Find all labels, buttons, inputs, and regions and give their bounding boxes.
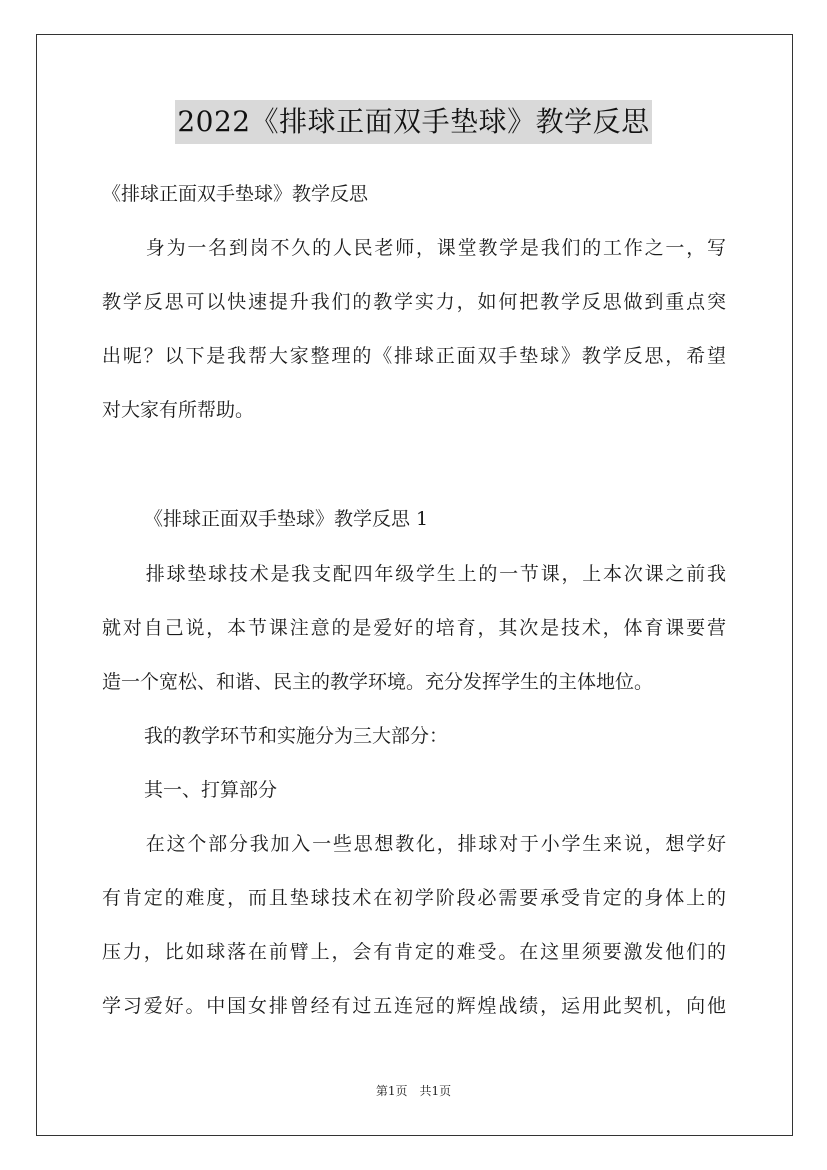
intro-line-1: 身为一名到岗不久的人民老师，课堂教学是我们的工作之一，写 — [144, 237, 726, 259]
para4-line-4: 学习爱好。中国女排曾经有过五连冠的辉煌战绩，运用此契机，向他 — [102, 995, 726, 1017]
document-subtitle: 《排球正面双手垫球》教学反思 — [102, 183, 369, 205]
para3: 其一、打算部分 — [144, 779, 278, 801]
document-title: 2022《排球正面双手垫球》教学反思 — [175, 100, 651, 144]
para1-line-2: 就对自己说，本节课注意的是爱好的培育，其次是技术，体育课要营 — [102, 617, 726, 639]
page-number-label: 第1页 共1页 — [375, 1084, 452, 1098]
section-heading: 《排球正面双手垫球》教学反思 1 — [144, 508, 429, 530]
para1-line-1: 排球垫球技术是我支配四年级学生上的一节课，上本次课之前我 — [144, 563, 726, 585]
para4-line-1: 在这个部分我加入一些思想教化，排球对于小学生来说，想学好 — [144, 833, 726, 855]
intro-line-4: 对大家有所帮助。 — [102, 399, 255, 421]
para2: 我的教学环节和实施分为三大部分： — [144, 725, 449, 747]
intro-line-2: 教学反思可以快速提升我们的教学实力，如何把教学反思做到重点突 — [102, 291, 726, 313]
title-wrap — [0, 100, 827, 144]
para4-line-3: 压力，比如球落在前臂上，会有肯定的难受。在这里须要激发他们的 — [102, 941, 726, 963]
intro-line-3: 出呢？以下是我帮大家整理的《排球正面双手垫球》教学反思，希望 — [102, 345, 726, 367]
para1-line-3: 造一个宽松、和谐、民主的教学环境。充分发挥学生的主体地位。 — [102, 671, 654, 693]
para4-line-2: 有肯定的难度，而且垫球技术在初学阶段必需要承受肯定的身体上的 — [102, 887, 726, 909]
page-footer — [0, 1082, 827, 1099]
